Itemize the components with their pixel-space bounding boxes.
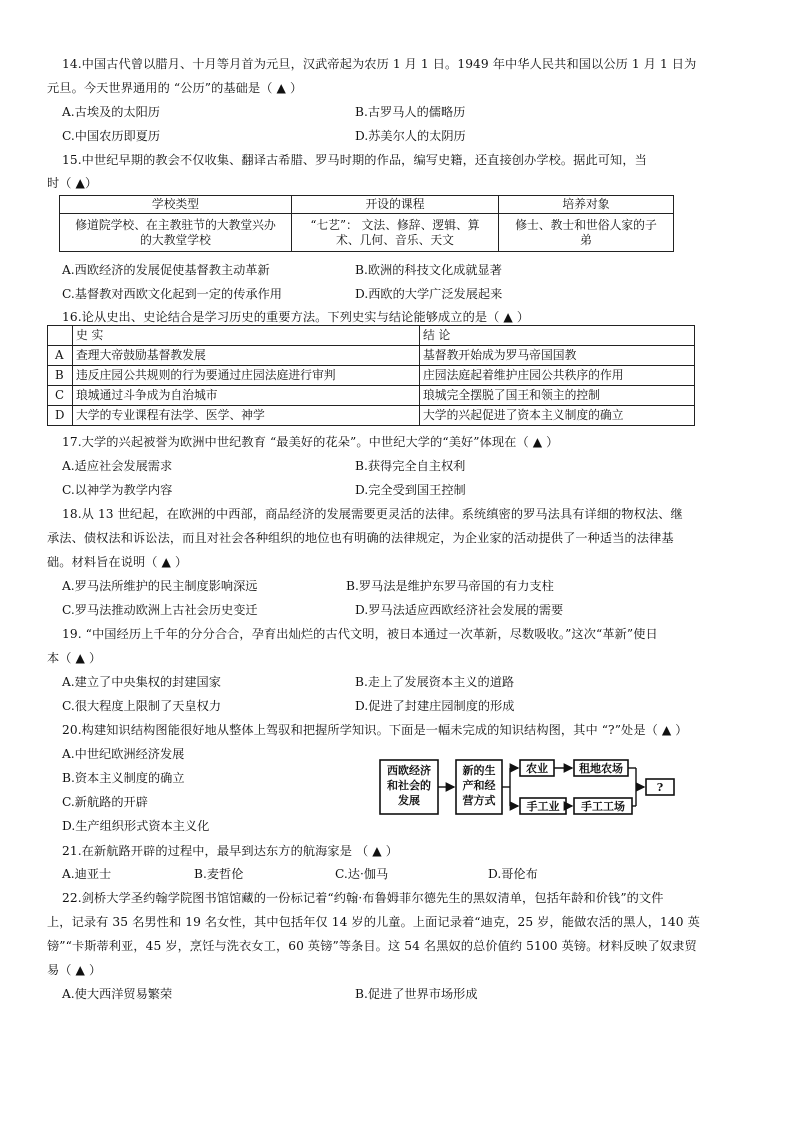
q16-row-c-fact: 琅城通过斗争成为自治城市: [73, 386, 420, 406]
q21-option-d: D.哥伦布: [488, 867, 538, 881]
q15-option-b: B.欧洲的科技文化成就显著: [355, 263, 502, 277]
q17-option-c: C.以神学为教学内容: [62, 483, 173, 497]
diagram-box-new-mode-line2: 产和经: [462, 779, 496, 792]
q22-stem-line2: 上，记录有 35 名男性和 19 名女性，其中包括年仅 14 岁的儿童。上面记录着“迪克，25 岁，能做农活的黑人，140 英: [47, 915, 700, 929]
q20-stem-line1: 20.构建知识结构图能很好地从整体上驾驭和把握所学知识。下面是一幅未完成的知识结构图，其中 “?”处是（ ▲ ）: [62, 723, 688, 737]
q17-option-d: D.完全受到国王控制: [355, 483, 466, 497]
q16-stem-line1: 16.论从史出、史论结合是学习历史的重要方法。下列史实与结论能够成立的是（ ▲ ）: [62, 310, 530, 324]
q18-stem-line2: 承法、债权法和诉讼法，而且对社会各种组织的地位也有明确的法律规定，为企业家的活动提供了一种适当的法律基: [47, 531, 674, 545]
q20-option-c: C.新航路的开辟: [62, 795, 148, 809]
diagram-box-new-mode-line1: 新的生: [462, 764, 496, 777]
q16-row-d-key: D: [48, 406, 73, 426]
q15-header-courses: 开设的课程: [292, 196, 499, 214]
q19-option-d: D.促进了封建庄园制度的形成: [355, 699, 515, 713]
q16-row-b-conclusion: 庄园法庭起着维护庄园公共秩序的作用: [420, 366, 695, 386]
q16-row-d-fact: 大学的专业课程有法学、医学、神学: [73, 406, 420, 426]
q16-row-a-fact: 查理大帝鼓励基督教发展: [73, 346, 420, 366]
q18-option-d: D.罗马法适应西欧经济社会发展的需要: [355, 603, 564, 617]
q20-knowledge-diagram: [378, 752, 678, 822]
q16-row-c-key: C: [48, 386, 73, 406]
q15-cell-trainees-line1: 修士、教士和世俗人家的子: [515, 217, 657, 232]
diagram-label-tenant-farm: 租地农场: [579, 762, 623, 775]
q19-option-b: B.走上了发展资本主义的道路: [355, 675, 515, 689]
q17-option-a: A.适应社会发展需求: [62, 459, 173, 473]
q18-stem-line3: 础。材料旨在说明（ ▲ ）: [47, 555, 188, 569]
q18-stem-line1: 18.从 13 世纪起，在欧洲的中西部，商品经济的发展需要更灵活的法律。系统缜密的罗马法具有详细的物权法、继: [62, 507, 683, 521]
q17-option-b: B.获得完全自主权利: [355, 459, 466, 473]
q19-stem-line1: 19. “中国经历上千年的分分合合，孕育出灿烂的古代文明，被日本通过一次革新，尽数吸收。”这次“革新”使日: [62, 627, 658, 641]
q17-stem-line1: 17.大学的兴起被誉为欧洲中世纪教育 “最美好的花朵”。中世纪大学的“美好”体现在（ ▲ ）: [62, 435, 559, 449]
q20-option-d: D.生产组织形式资本主义化: [62, 819, 210, 833]
q15-cell-courses-line2: 术、几何、音乐、天文: [336, 232, 454, 247]
diagram-box-west-europe-line2: 和社会的: [387, 779, 431, 792]
diagram-label-agriculture: 农业: [526, 762, 548, 775]
q14-option-a: A.古埃及的太阳历: [62, 105, 160, 119]
q16-row-b-key: B: [48, 366, 73, 386]
q22-option-a: A.使大西洋贸易繁荣: [62, 987, 173, 1001]
q15-header-trainees: 培养对象: [499, 196, 674, 214]
q19-option-a: A.建立了中央集权的封建国家: [62, 675, 221, 689]
q18-option-b: B.罗马法是维护东罗马帝国的有力支柱: [346, 579, 554, 593]
q15-cell-school-type-line1: 修道院学校、在主教驻节的大教堂兴办: [75, 217, 276, 232]
q22-stem-line3: 镑”“卡斯蒂利亚，45 岁，烹饪与洗衣女工，60 英镑”等条目。这 54 名黑奴的总价值约 5100 英镑。材料反映了奴隶贸: [47, 939, 697, 953]
q20-option-a: A.中世纪欧洲经济发展: [62, 747, 185, 761]
q15-stem-line1: 15.中世纪早期的教会不仅收集、翻译古希腊、罗马时期的作品，编写史籍，还直接创办学校。据此可知，当: [62, 153, 647, 167]
q15-option-c: C.基督教对西欧文化起到一定的传承作用: [62, 287, 282, 301]
q14-stem-line2: 元旦。今天世界通用的 “公历”的基础是（ ▲ ）: [47, 81, 303, 95]
q18-option-c: C.罗马法推动欧洲上古社会历史变迁: [62, 603, 258, 617]
q16-header-blank: [48, 326, 73, 346]
q15-cell-school-type-line2: 的大教堂学校: [140, 232, 211, 247]
q21-option-b: B.麦哲伦: [194, 867, 244, 881]
q22-option-b: B.促进了世界市场形成: [355, 987, 478, 1001]
q18-option-a: A.罗马法所维护的民主制度影响深远: [62, 579, 258, 593]
q15-table: [59, 195, 674, 252]
q14-option-c: C.中国农历即夏历: [62, 129, 161, 143]
q15-stem-line2: 时（ ▲）: [47, 176, 98, 190]
q16-table: [47, 325, 695, 426]
q22-stem-line1: 22.剑桥大学圣约翰学院图书馆馆藏的一份标记着“约翰·布鲁姆菲尔德先生的黑奴清单，包括年龄和价钱”的文件: [62, 891, 664, 905]
q19-stem-line2: 本（ ▲ ）: [47, 651, 102, 665]
q21-stem-line1: 21.在新航路开辟的过程中，最早到达东方的航海家是 （ ▲ ）: [62, 844, 398, 858]
q15-header-school-type: 学校类型: [60, 196, 292, 214]
q22-stem-line4: 易（ ▲ ）: [47, 963, 102, 977]
q16-header-fact: 史 实: [73, 326, 420, 346]
diagram-box-west-europe-line1: 西欧经济: [387, 764, 431, 777]
q16-row-b-fact: 违反庄园公共规则的行为要通过庄园法庭进行审判: [73, 366, 420, 386]
q15-option-a: A.西欧经济的发展促使基督教主动革新: [62, 263, 270, 277]
q20-option-b: B.资本主义制度的确立: [62, 771, 185, 785]
q15-cell-trainees: [499, 214, 674, 252]
q16-row-a-conclusion: 基督教开始成为罗马帝国国教: [420, 346, 695, 366]
diagram-box-new-mode-line3: 营方式: [462, 794, 496, 807]
diagram-box-west-europe-line3: 发展: [398, 794, 420, 807]
q15-cell-courses-line1: “七艺”： 文法、修辞、逻辑、算: [310, 217, 480, 232]
q16-row-c-conclusion: 琅城完全摆脱了国王和领主的控制: [420, 386, 695, 406]
q14-stem-line1: 14.中国古代曾以腊月、十月等月首为元旦，汉武帝起为农历 1 月 1 日。1949 年中华人民共和国以公历 1 月 1 日为: [62, 57, 697, 71]
diagram-label-handicraft: 手工业: [526, 800, 560, 813]
q16-header-conclusion: 结 论: [420, 326, 695, 346]
q21-option-a: A.迪亚士: [62, 867, 112, 881]
q19-option-c: C.很大程度上限制了天皇权力: [62, 699, 222, 713]
q15-cell-courses: [292, 214, 499, 252]
diagram-label-workshop: 手工工场: [581, 800, 625, 813]
q21-option-c: C.达·伽马: [335, 867, 389, 881]
q15-cell-trainees-line2: 弟: [580, 232, 592, 247]
q14-option-b: B.古罗马人的儒略历: [355, 105, 466, 119]
q16-row-a-key: A: [48, 346, 73, 366]
q14-option-d: D.苏美尔人的太阴历: [355, 129, 466, 143]
q15-option-d: D.西欧的大学广泛发展起来: [355, 287, 503, 301]
q16-row-d-conclusion: 大学的兴起促进了资本主义制度的确立: [420, 406, 695, 426]
diagram-label-unknown: ?: [656, 781, 664, 794]
q15-cell-school-type: [60, 214, 292, 252]
